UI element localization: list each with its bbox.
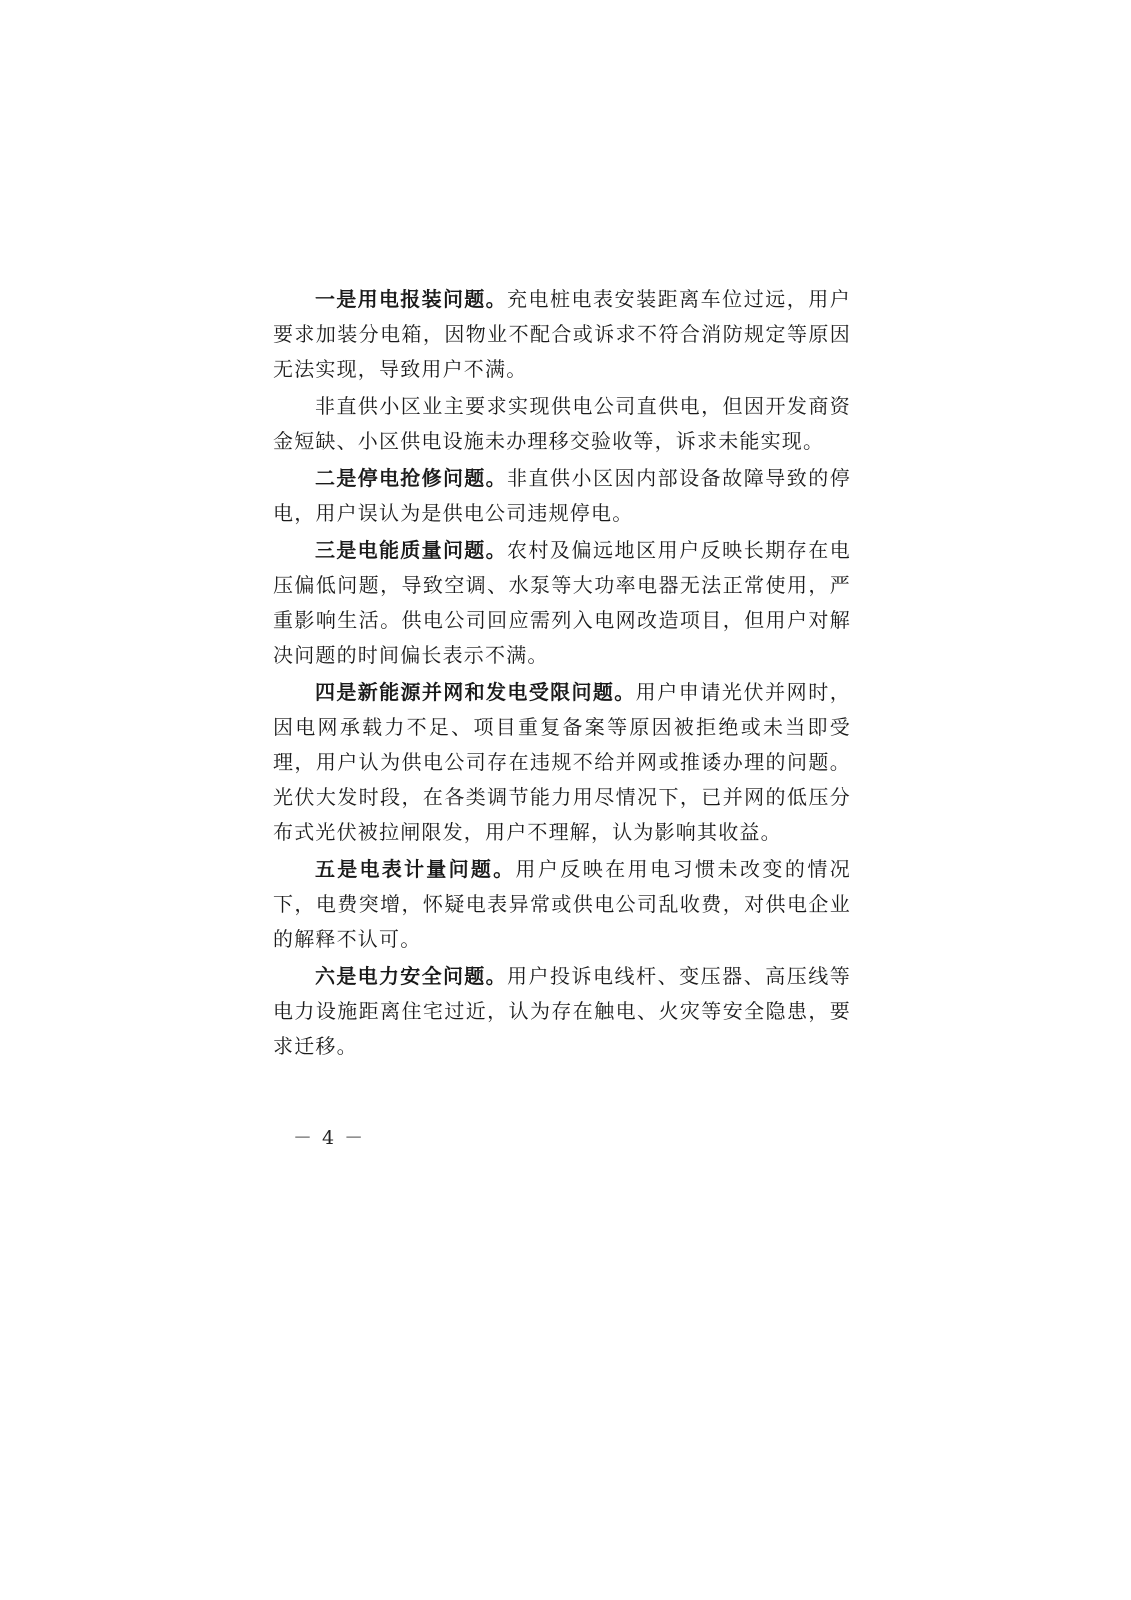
paragraph-7 [273, 959, 851, 1064]
paragraph-5-heading: 四是新能源并网和发电受限问题。 [315, 680, 636, 704]
paragraph-1-text: 充电桩电表安装距离车位过远，用户要求加装分电箱，因物业不配合或诉求不符合消防规定等原因无法实现，导致用户不满。 [273, 287, 852, 381]
paragraph-3 [273, 461, 851, 531]
paragraph-1 [273, 282, 851, 387]
paragraph-3-heading: 二是停电抢修问题。 [315, 466, 507, 490]
paragraph-4 [273, 533, 851, 673]
paragraph-3-text: 非直供小区因内部设备故障导致的停电，用户误认为是供电公司违规停电。 [273, 466, 852, 525]
page-number: － 4 － [293, 1127, 366, 1149]
paragraph-6-heading: 五是电表计量问题。 [315, 857, 516, 881]
paragraph-5-text: 用户申请光伏并网时，因电网承载力不足、项目重复备案等原因被拒绝或未当即受理，用户认为供电公司存在违规不给并网或推诿办理的问题。光伏大发时段，在各类调节能力用尽情况下，已并网的低压分布式光伏被拉闸限发，用户不理解，认为影响其收益。 [273, 680, 851, 844]
paragraph-4-heading: 三是电能质量问题。 [315, 538, 507, 562]
paragraph-2 [273, 389, 851, 459]
paragraph-5 [273, 675, 851, 850]
paragraph-1-heading: 一是用电报装问题。 [315, 287, 507, 311]
paragraph-6 [273, 852, 851, 957]
paragraph-4-text: 农村及偏远地区用户反映长期存在电压偏低问题，导致空调、水泵等大功率电器无法正常使用，严重影响生活。供电公司回应需列入电网改造项目，但用户对解决问题的时间偏长表示不满。 [273, 538, 852, 667]
paragraph-7-text: 用户投诉电线杆、变压器、高压线等电力设施距离住宅过近，认为存在触电、火灾等安全隐患，要求迁移。 [273, 964, 852, 1058]
paragraph-7-heading: 六是电力安全问题。 [315, 964, 507, 988]
document-body [273, 282, 851, 1064]
paragraph-6-text: 用户反映在用电习惯未改变的情况下，电费突增，怀疑电表异常或供电公司乱收费，对供电企业的解释不认可。 [273, 857, 852, 951]
paragraph-2-text: 非直供小区业主要求实现供电公司直供电，但因开发商资金短缺、小区供电设施未办理移交验收等，诉求未能实现。 [273, 394, 851, 453]
